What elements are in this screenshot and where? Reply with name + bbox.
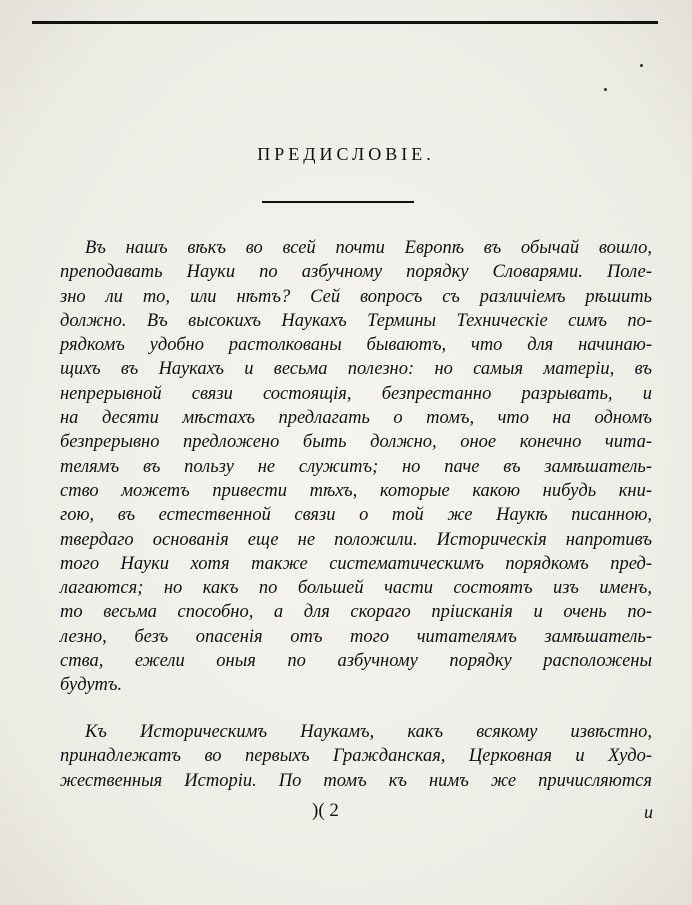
text-line: то весьма способно, а для скораго пріисканія и очень по- xyxy=(60,602,652,623)
text-line: ство можетъ привести тѣхъ, которые какою нибудь кни- xyxy=(60,480,652,501)
text-line: твердаго основанія еще не положили. Историческія напротивъ xyxy=(60,529,652,550)
text-line: рядкомъ удобно растолкованы бываютъ, что для начинаю- xyxy=(60,335,652,356)
text-line: гою, въ естественной связи о той же Наукѣ писанною, xyxy=(60,505,652,526)
text-line: жественныя Исторіи. По томъ къ нимъ же причисляются xyxy=(60,770,652,791)
signature-mark: )( 2 xyxy=(312,800,339,821)
text-line: лезно, безъ опасенія отъ того читателямъ замѣшатель- xyxy=(60,626,652,647)
title-rule xyxy=(262,201,414,203)
ink-speck xyxy=(604,88,607,91)
text-line: ства, ежели оныя по азбучному порядку расположены xyxy=(60,651,652,672)
text-line: того Науки хотя также систематическимъ порядкомъ пред- xyxy=(60,553,652,574)
text-line: Къ Историческимъ Наукамъ, какъ всякому извѣстно, xyxy=(85,722,652,742)
paragraph-1 xyxy=(60,236,652,698)
text-line: зно ли то, или нѣтъ? Сей вопросъ съ различіемъ рѣшить xyxy=(60,286,652,307)
catchword: и xyxy=(644,802,653,822)
ink-speck xyxy=(640,64,643,67)
text-line: лагаются; но какъ по большей части состоятъ изъ именъ, xyxy=(60,578,652,599)
text-line: непрерывной связи состоящія, безпрестанно разрывать, и xyxy=(60,383,652,404)
text-line: Въ нашъ вѣкъ во всей почти Европѣ въ обычай вошло, xyxy=(85,238,652,258)
text-line: телямъ въ пользу не служитъ; но паче въ замѣшатель- xyxy=(60,456,652,477)
text-line: должно. Въ высокихъ Наукахъ Термины Техническіе симъ по- xyxy=(60,310,652,331)
top-rule xyxy=(32,21,658,24)
text-line: преподавать Науки по азбучному порядку Словарями. Поле- xyxy=(60,262,652,283)
text-line: щихъ въ Наукахъ и весьма полезно: но самыя матеріи, въ xyxy=(60,359,652,380)
text-line: будутъ. xyxy=(60,675,123,696)
page-title: ПРЕДИСЛОВІЕ. xyxy=(257,144,435,164)
text-line: принадлежатъ во первыхъ Гражданская, Церковная и Худо- xyxy=(60,746,652,767)
paragraph-2 xyxy=(60,720,652,793)
text-line: на десяти мѣстахъ предлагать о томъ, что на одномъ xyxy=(60,408,652,429)
text-line: безпрерывно предложено быть должно, оное конечно чита- xyxy=(60,432,652,453)
